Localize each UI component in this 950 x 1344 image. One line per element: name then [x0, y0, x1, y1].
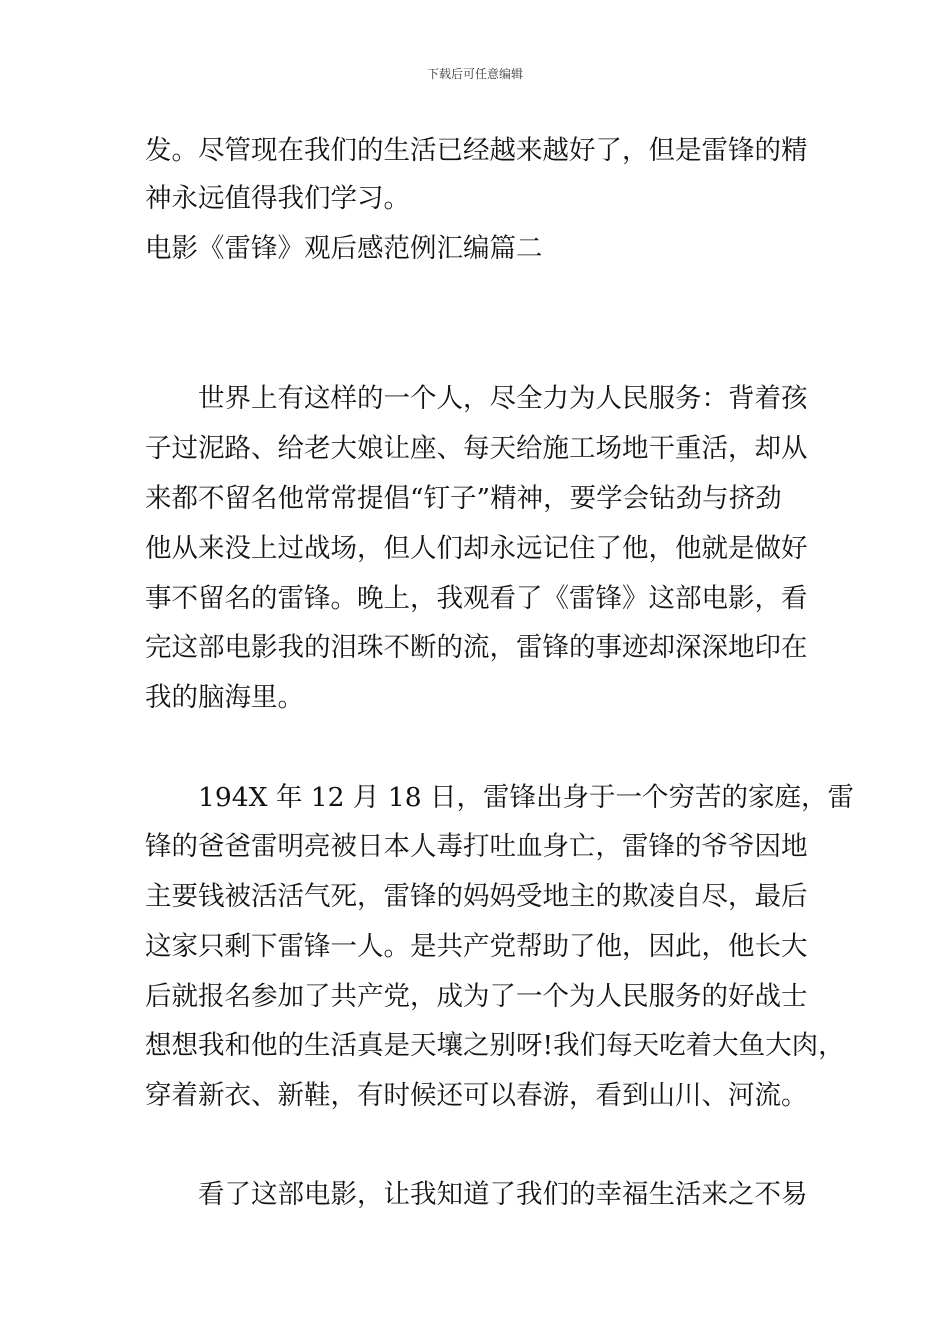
paragraph-line: 看了这部电影，让我知道了我们的幸福生活来之不易: [198, 1179, 808, 1210]
paragraph-line: 来都不留名他常常提倡“钉子”精神，要学会钻劲与挤劲: [145, 483, 782, 514]
paragraph-line: 发。尽管现在我们的生活已经越来越好了，但是雷锋的精: [145, 135, 808, 166]
paragraph-line: 子过泥路、给老大娘让座、每天给施工场地干重活，却从: [145, 433, 808, 464]
paragraph-line: 穿着新衣、新鞋，有时候还可以春游，看到山川、河流。: [145, 1080, 808, 1111]
paragraph-line: 神永远值得我们学习。: [145, 183, 410, 214]
paragraph-line: 我的脑海里。: [145, 682, 304, 713]
paragraph-line: 他从来没上过战场，但人们却永远记住了他，他就是做好: [145, 533, 808, 564]
paragraph-line: 完这部电影我的泪珠不断的流，雷锋的事迹却深深地印在: [145, 632, 808, 663]
paragraph-line: 后就报名参加了共产党，成为了一个为人民服务的好战士: [145, 981, 808, 1012]
paragraph-line: 世界上有这样的一个人，尽全力为人民服务：背着孩: [198, 383, 808, 414]
paragraph-line: 主要钱被活活气死，雷锋的妈妈受地主的欺凌自尽，最后: [145, 881, 808, 912]
paragraph-line: 194X 年 12 月 18 日，雷锋出身于一个穷苦的家庭，雷: [198, 782, 855, 813]
section-title: 电影《雷锋》观后感范例汇编篇二: [145, 233, 543, 264]
paragraph-line: 锋的爸爸雷明亮被日本人毒打吐血身亡，雷锋的爷爷因地: [145, 831, 808, 862]
paragraph-line: 事不留名的雷锋。晚上，我观看了《雷锋》这部电影，看: [145, 583, 808, 614]
paragraph-line: 这家只剩下雷锋一人。是共产党帮助了他，因此，他长大: [145, 931, 808, 962]
page-header: 下载后可任意编辑: [426, 67, 523, 81]
paragraph-line: 想想我和他的生活真是天壤之别呀!我们每天吃着大鱼大肉，: [145, 1030, 845, 1061]
